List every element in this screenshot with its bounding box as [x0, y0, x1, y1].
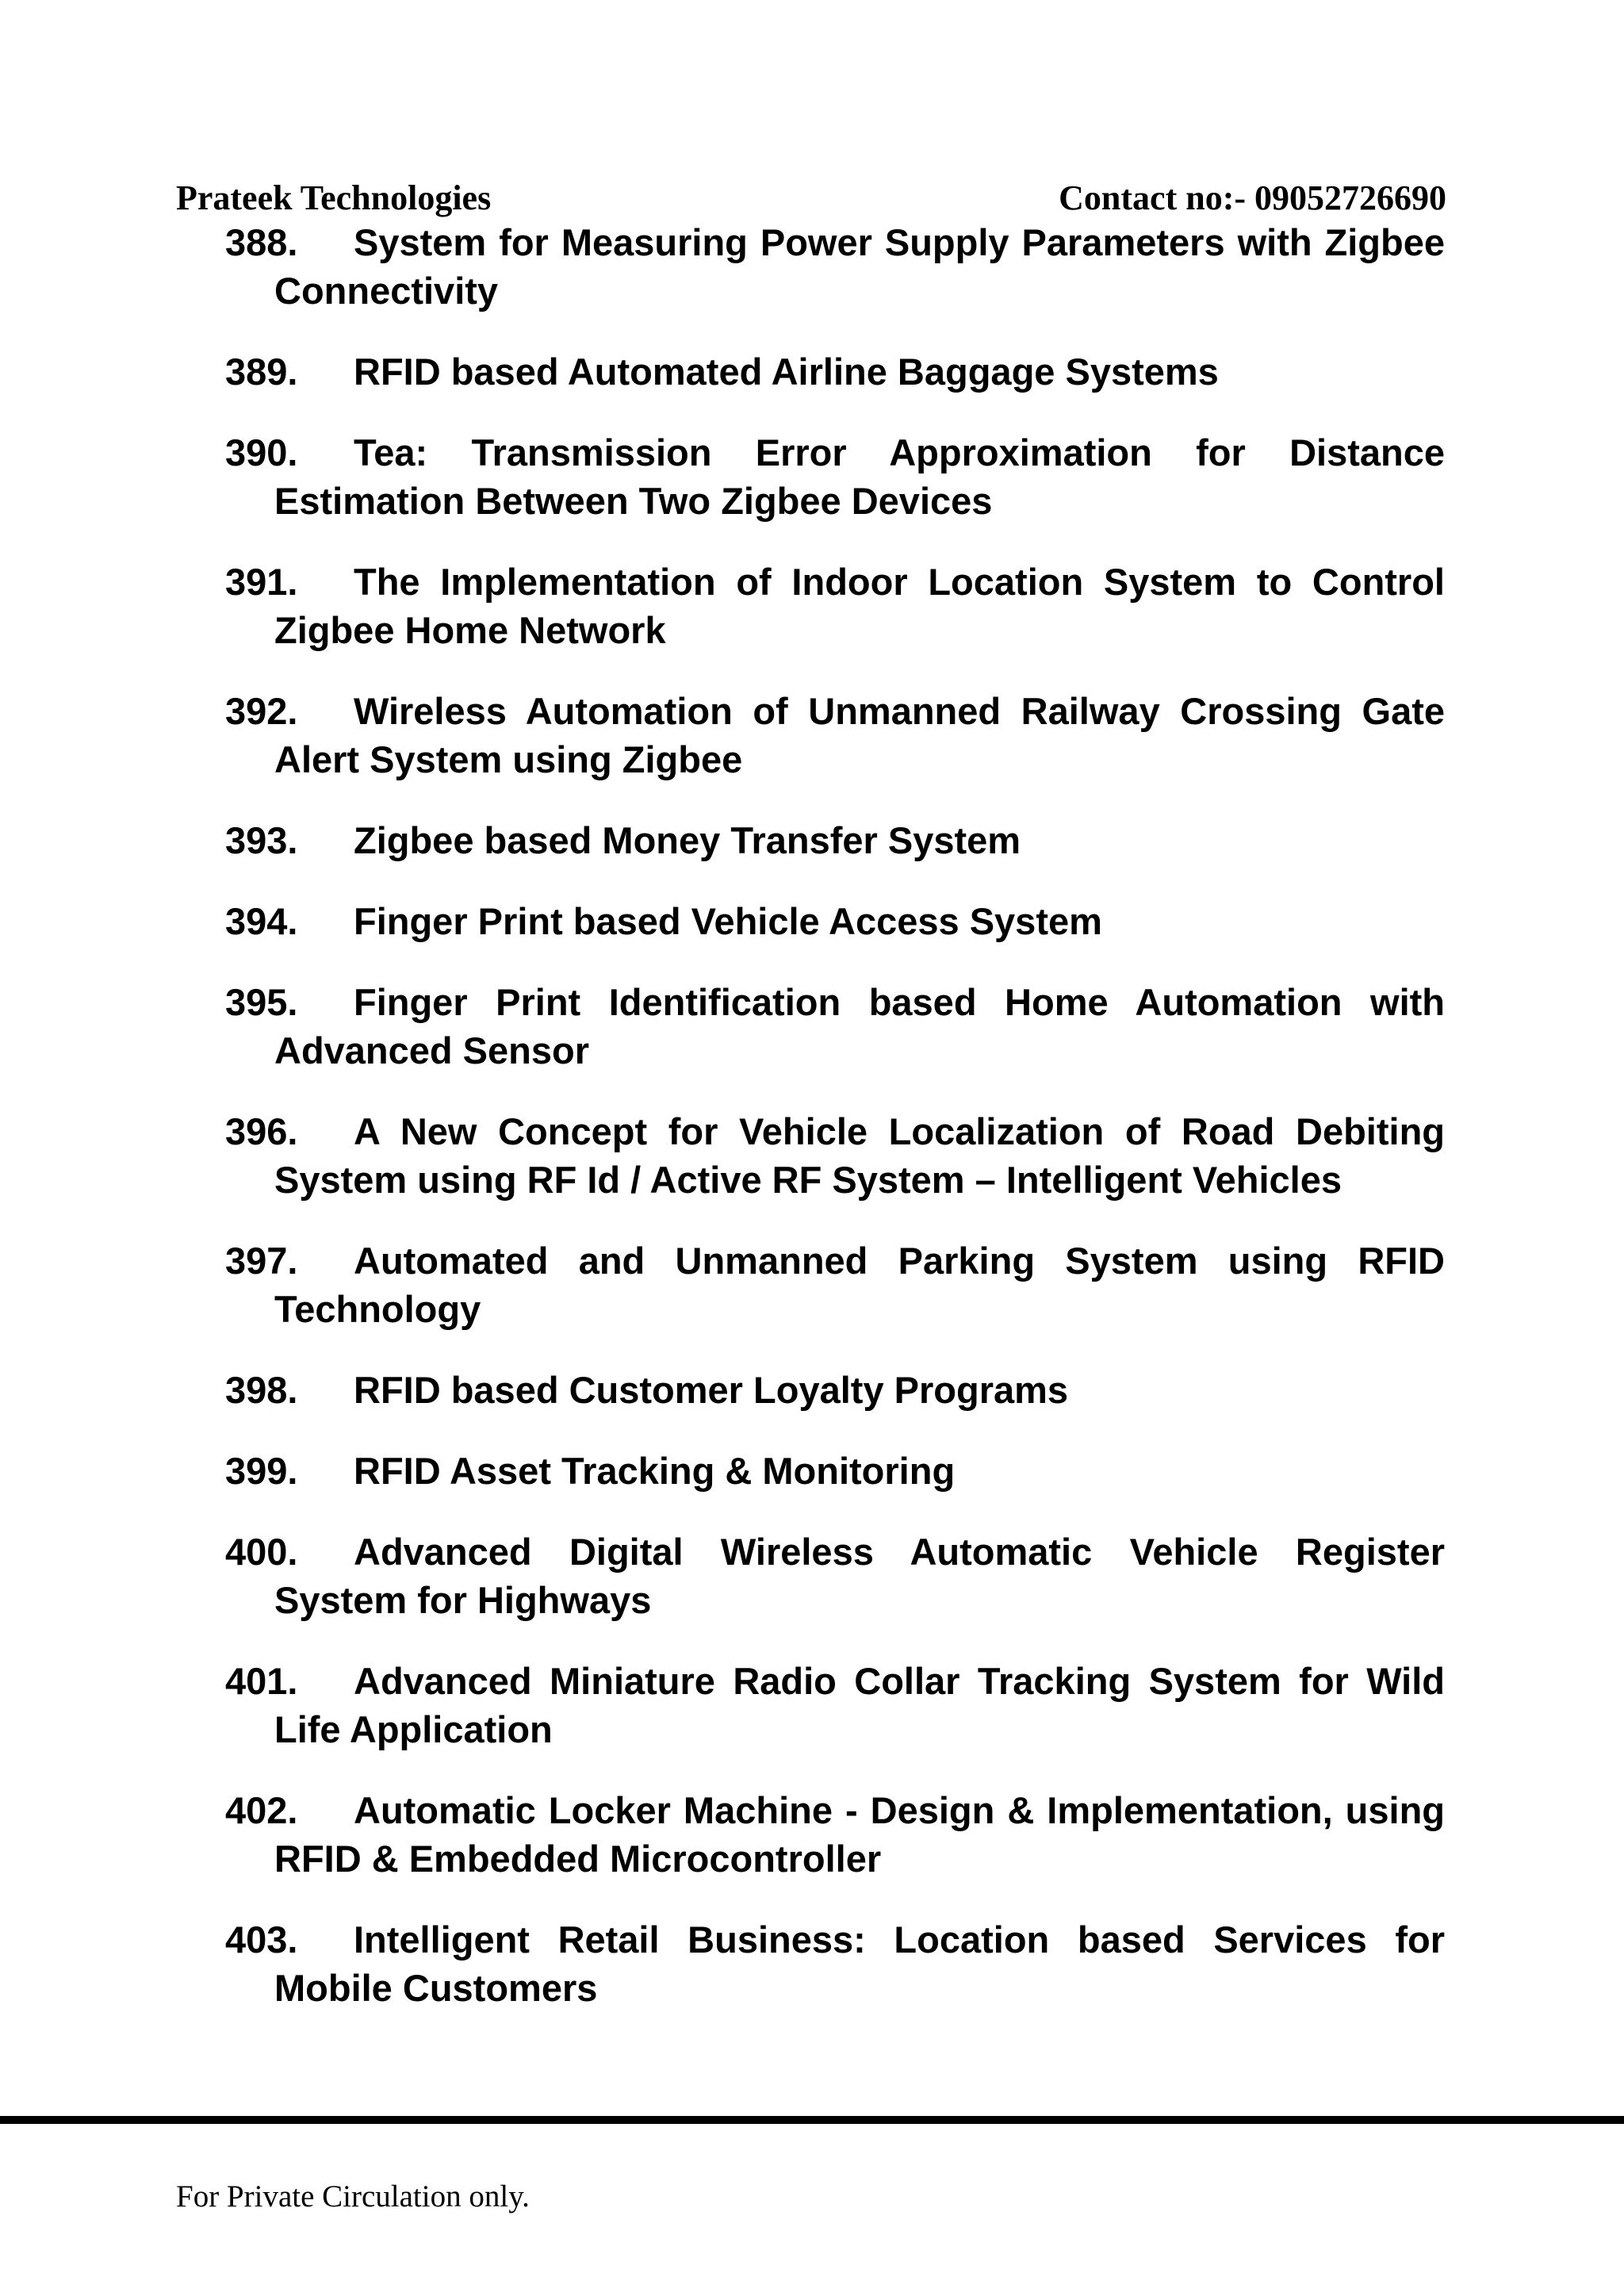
list-item — [225, 687, 1445, 784]
item-number: 396. — [225, 1110, 298, 1152]
list-item — [225, 1366, 1445, 1414]
contact-number: Contact no:- 09052726690 — [1059, 178, 1446, 217]
list-item — [225, 1915, 1445, 2012]
item-title: Zigbee based Money Transfer System — [354, 819, 1021, 861]
item-number: 392. — [225, 690, 298, 732]
item-number: 402. — [225, 1789, 298, 1831]
item-title: RFID based Customer Loyalty Programs — [354, 1369, 1069, 1411]
list-item — [225, 1236, 1445, 1333]
item-number: 401. — [225, 1660, 298, 1702]
company-name: Prateek Technologies — [176, 178, 492, 217]
item-number: 399. — [225, 1450, 298, 1492]
item-title: Wireless Automation of Unmanned Railway Crossing Gate Alert System using Zigbee — [274, 690, 1445, 780]
item-number: 393. — [225, 819, 298, 861]
project-list — [225, 218, 1445, 2045]
item-title: Tea: Transmission Error Approximation for Distance Estimation Between Two Zigbee Devices — [274, 431, 1445, 522]
item-number: 389. — [225, 351, 298, 393]
list-item — [225, 897, 1445, 945]
item-title: System for Measuring Power Supply Parameters with Zigbee Connectivity — [274, 221, 1445, 312]
list-item — [225, 816, 1445, 864]
item-title: A New Concept for Vehicle Localization of Road Debiting System using RF Id / Active RF System – Intelligent Vehicles — [274, 1110, 1445, 1201]
list-item — [225, 1786, 1445, 1883]
item-title: Automatic Locker Machine - Design & Implementation, using RFID & Embedded Microcontroller — [274, 1789, 1445, 1880]
item-title: Intelligent Retail Business: Location based Services for Mobile Customers — [274, 1918, 1445, 2009]
item-title: Automated and Unmanned Parking System using RFID Technology — [274, 1240, 1445, 1330]
list-item — [225, 1447, 1445, 1495]
item-title: Finger Print Identification based Home Automation with Advanced Sensor — [274, 981, 1445, 1071]
item-number: 400. — [225, 1531, 298, 1573]
list-item — [225, 978, 1445, 1075]
item-number: 397. — [225, 1240, 298, 1282]
item-title: Advanced Digital Wireless Automatic Vehicle Register System for Highways — [274, 1531, 1445, 1621]
page-footer: For Private Circulation only. — [176, 2179, 530, 2214]
list-item — [225, 218, 1445, 315]
item-number: 395. — [225, 981, 298, 1023]
list-item — [225, 1527, 1445, 1624]
item-number: 391. — [225, 561, 298, 603]
list-item — [225, 428, 1445, 525]
item-title: RFID based Automated Airline Baggage Systems — [354, 351, 1219, 393]
item-number: 398. — [225, 1369, 298, 1411]
page-header — [176, 176, 1446, 220]
item-number: 403. — [225, 1918, 298, 1961]
list-item — [225, 558, 1445, 654]
item-title: Advanced Miniature Radio Collar Tracking System for Wild Life Application — [274, 1660, 1445, 1750]
list-item — [225, 1107, 1445, 1204]
list-item — [225, 347, 1445, 396]
list-item — [225, 1657, 1445, 1754]
footer-divider — [0, 2116, 1624, 2124]
item-title: The Implementation of Indoor Location System to Control Zigbee Home Network — [274, 561, 1445, 651]
item-number: 390. — [225, 431, 298, 473]
item-number: 388. — [225, 221, 298, 263]
item-title: RFID Asset Tracking & Monitoring — [354, 1450, 956, 1492]
item-number: 394. — [225, 900, 298, 942]
item-title: Finger Print based Vehicle Access System — [354, 900, 1102, 942]
